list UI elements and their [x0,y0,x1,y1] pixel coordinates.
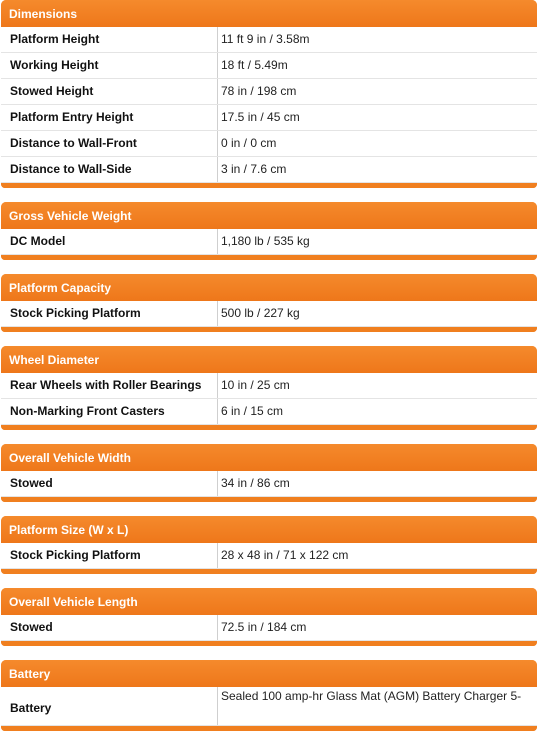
spec-value: 3 in / 7.6 cm [221,162,287,176]
spec-value: 72.5 in / 184 cm [221,620,307,634]
section-footer [1,183,537,188]
spec-label: Non-Marking Front Casters [1,399,218,424]
spec-label: Stock Picking Platform [1,543,218,568]
spec-section [1,0,537,188]
spec-row [1,79,537,105]
spec-label: Stock Picking Platform [1,301,218,326]
spec-label: Platform Entry Height [1,105,218,130]
section-title: Dimensions [1,0,537,27]
spec-row [1,157,537,183]
section-footer [1,641,537,646]
spec-section [1,202,537,260]
section-footer [1,726,537,731]
spec-section [1,274,537,332]
spec-value: 11 ft 9 in / 3.58m [221,32,310,46]
spec-section [1,516,537,574]
section-title: Overall Vehicle Length [1,588,537,615]
spec-row [1,399,537,425]
spec-row [1,373,537,399]
section-footer [1,425,537,430]
section-footer [1,327,537,332]
section-title: Platform Capacity [1,274,537,301]
spec-label: Distance to Wall-Front [1,131,218,156]
spec-label: Rear Wheels with Roller Bearings [1,373,218,398]
section-title: Wheel Diameter [1,346,537,373]
spec-row [1,27,537,53]
section-title: Overall Vehicle Width [1,444,537,471]
spec-label: Stowed [1,471,218,496]
section-title: Platform Size (W x L) [1,516,537,543]
spec-row [1,471,537,497]
spec-row [1,105,537,131]
spec-section [1,346,537,430]
spec-section [1,660,537,731]
spec-label: Working Height [1,53,218,78]
spec-row [1,615,537,641]
spec-value: Sealed 100 amp-hr Glass Mat (AGM) Battery Charger 5- [221,689,522,703]
spec-section [1,588,537,646]
spec-value: 10 in / 25 cm [221,378,290,392]
spec-label: Stowed Height [1,79,218,104]
spec-row [1,543,537,569]
spec-row [1,53,537,79]
section-footer [1,569,537,574]
spec-value: 0 in / 0 cm [221,136,277,150]
section-title: Gross Vehicle Weight [1,202,537,229]
spec-value: 18 ft / 5.49m [221,58,288,72]
section-title: Battery [1,660,537,687]
spec-value: 17.5 in / 45 cm [221,110,300,124]
spec-section [1,444,537,502]
spec-value: 1,180 lb / 535 kg [221,234,310,248]
spec-value: 34 in / 86 cm [221,476,290,490]
spec-label: Distance to Wall-Side [1,157,218,182]
spec-row [1,687,537,726]
spec-row [1,301,537,327]
spec-label: Platform Height [1,27,218,52]
spec-value: 28 x 48 in / 71 x 122 cm [221,548,349,562]
spec-value: 500 lb / 227 kg [221,306,300,320]
section-footer [1,255,537,260]
spec-label: Stowed [1,615,218,640]
spec-value: 6 in / 15 cm [221,404,284,418]
spec-row [1,131,537,157]
spec-row [1,229,537,255]
section-footer [1,497,537,502]
spec-label: DC Model [1,229,218,254]
spec-value: 78 in / 198 cm [221,84,297,98]
spec-label: Battery [1,687,218,725]
